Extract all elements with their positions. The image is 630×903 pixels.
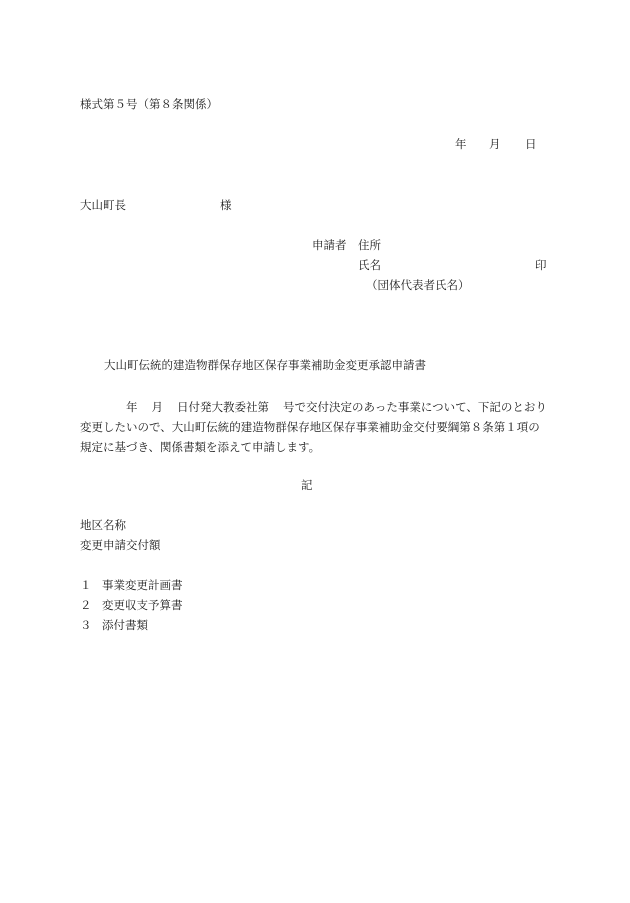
- body-line-1: [80, 397, 550, 417]
- attachment-number: １: [80, 578, 92, 592]
- date-day: 日: [525, 137, 537, 151]
- date-month: 月: [489, 137, 501, 151]
- attachment-number: ３: [80, 618, 92, 632]
- body-paragraph: [80, 397, 550, 457]
- form-number: 様式第５号（第８条関係）: [80, 97, 218, 111]
- attachment-number: ２: [80, 598, 92, 612]
- body-month: 月: [151, 400, 163, 414]
- attachment-label: 事業変更計画書: [102, 578, 183, 592]
- change-amount-label: 変更申請交付額: [80, 538, 161, 552]
- body-line-2: 変更したいので、大山町伝統的建造物群保存地区保存事業補助金交付要綱第８条第１項の: [80, 420, 540, 434]
- addressee-honorific: 様: [220, 198, 232, 212]
- body-line-1-rest: 号で交付決定のあった事業について、下記のとおり: [283, 400, 547, 414]
- body-year: 年: [126, 400, 138, 414]
- attachment-item: [80, 577, 183, 593]
- body-line-3: 規定に基づき、関係書類を添えて申請します。: [80, 440, 321, 454]
- seal-mark: 印: [535, 258, 547, 272]
- addressee-name: 大山町長: [80, 198, 126, 212]
- body-reference: 日付発大教委社第: [177, 400, 269, 414]
- date-year: 年: [455, 137, 467, 151]
- applicant-name-label: 氏名: [358, 258, 381, 272]
- applicant-address-label: 住所: [358, 238, 381, 252]
- attachment-label: 変更収支予算書: [102, 598, 183, 612]
- district-name-label: 地区名称: [80, 518, 126, 532]
- ki-heading: 記: [301, 478, 313, 492]
- document-title: 大山町伝統的建造物群保存地区保存事業補助金変更承認申請書: [104, 358, 426, 372]
- attachment-item: [80, 617, 148, 633]
- representative-label: （団体代表者氏名）: [366, 278, 470, 292]
- applicant-label: 申請者: [312, 238, 347, 252]
- addressee: [80, 197, 232, 213]
- attachment-item: [80, 597, 183, 613]
- attachment-label: 添付書類: [102, 618, 148, 632]
